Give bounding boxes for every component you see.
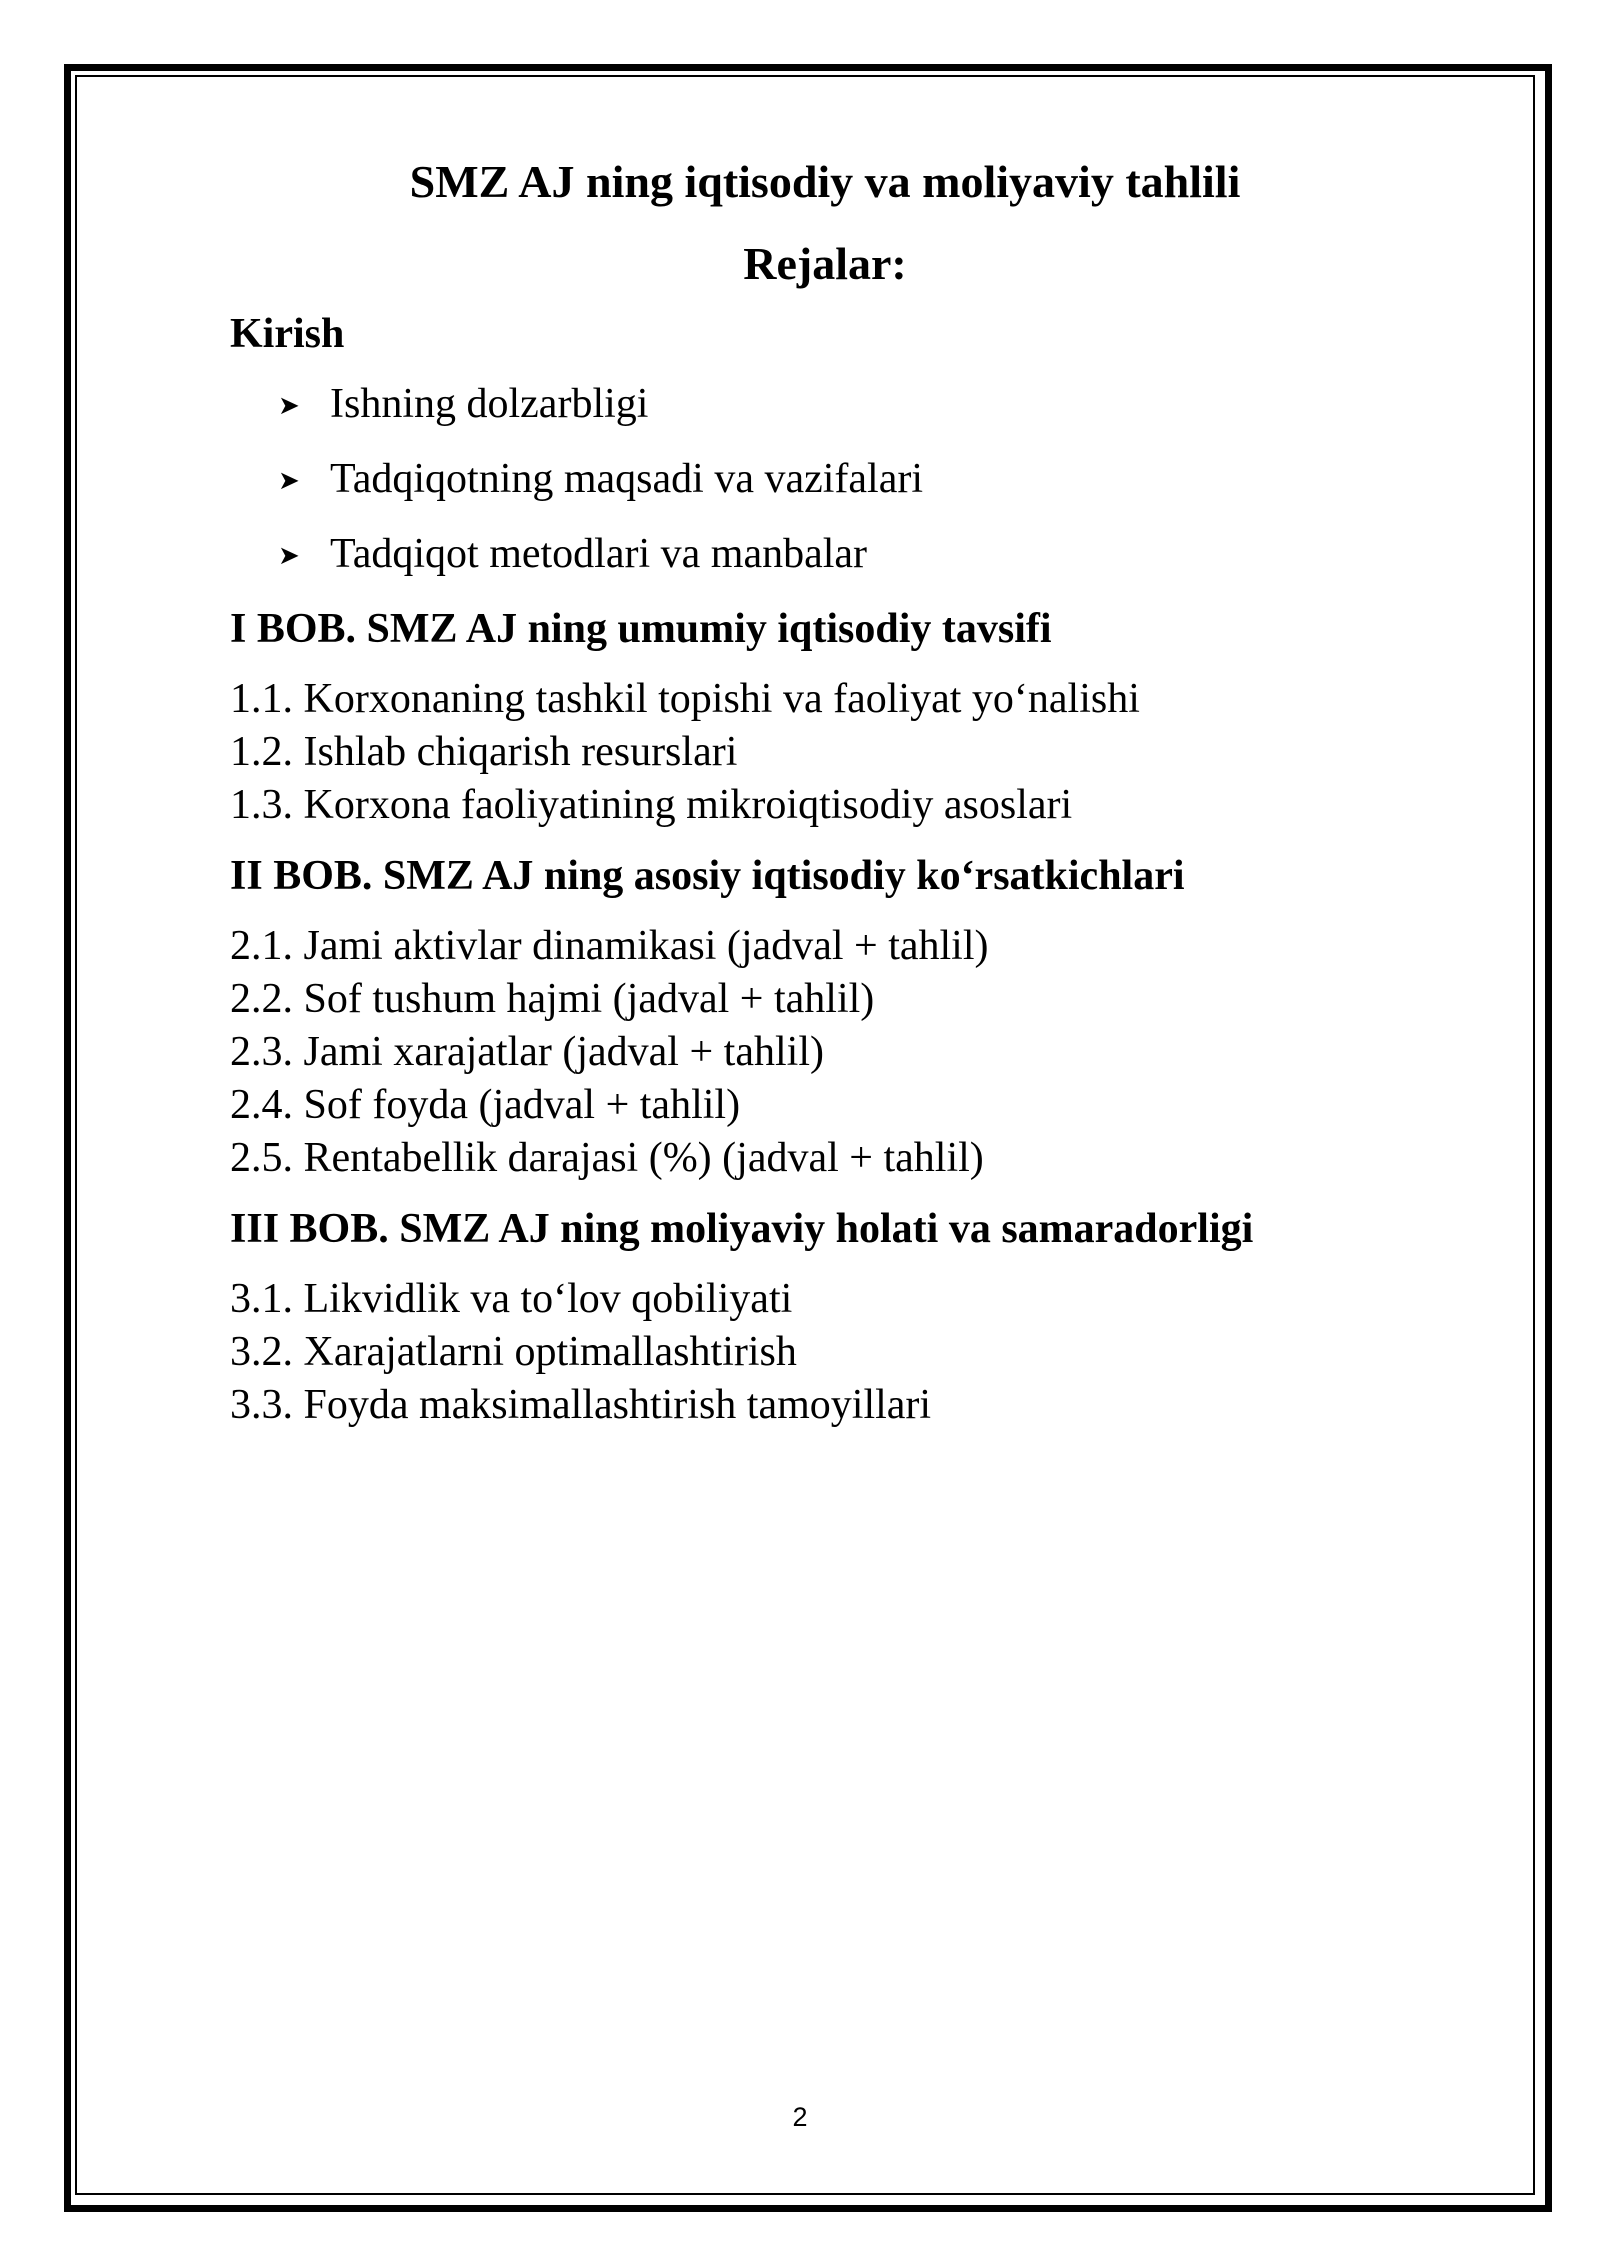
chapter-1-heading: I BOB. SMZ AJ ning umumiy iqtisodiy tavsifi [230,606,1052,652]
list-item [230,374,1430,434]
arrow-bullet-icon: ➤ [278,391,300,421]
plan-heading: Rejalar: [743,238,907,289]
section-item: 2.4. Sof foyda (jadval + tahlil) [230,1082,741,1128]
chapter-1-sections [230,673,1430,832]
intro-list [230,374,1430,584]
list-item-text: Tadqiqot metodlari va manbalar [330,531,868,577]
section-item: 3.3. Foyda maksimallashtirish tamoyillari [230,1382,932,1428]
section-item: 1.1. Korxonaning tashkil topishi va faoliyat yo‘nalishi [230,676,1140,722]
section-item: 3.2. Xarajatlarni optimallashtirish [230,1329,797,1375]
document-body [230,148,1430,1446]
list-item [230,524,1430,584]
chapter-3-sections [230,1273,1430,1432]
section-item: 2.3. Jami xarajatlar (jadval + tahlil) [230,1029,824,1075]
chapter-2-heading: II BOB. SMZ AJ ning asosiy iqtisodiy ko‘rsatkichlari [230,853,1185,899]
list-item-text: Tadqiqotning maqsadi va vazifalari [330,456,924,502]
section-item: 2.5. Rentabellik darajasi (%) (jadval + tahlil) [230,1135,984,1181]
chapter-3-heading: III BOB. SMZ AJ ning moliyaviy holati va samaradorligi [230,1206,1254,1252]
section-item: 2.2. Sof tushum hajmi (jadval + tahlil) [230,976,875,1022]
document-title: SMZ AJ ning iqtisodiy va moliyaviy tahlili [409,156,1241,207]
page-number: 2 [792,2102,808,2132]
chapter-2-sections [230,920,1430,1185]
arrow-bullet-icon: ➤ [278,541,300,571]
arrow-bullet-icon: ➤ [278,466,300,496]
list-item [230,449,1430,509]
section-item: 1.3. Korxona faoliyatining mikroiqtisodiy asoslari [230,782,1073,828]
section-item: 3.1. Likvidlik va to‘lov qobiliyati [230,1276,793,1322]
section-item: 1.2. Ishlab chiqarish resurslari [230,729,738,775]
section-item: 2.1. Jami aktivlar dinamikasi (jadval + tahlil) [230,923,989,969]
list-item-text: Ishning dolzarbligi [330,381,649,427]
intro-heading: Kirish [230,311,345,357]
